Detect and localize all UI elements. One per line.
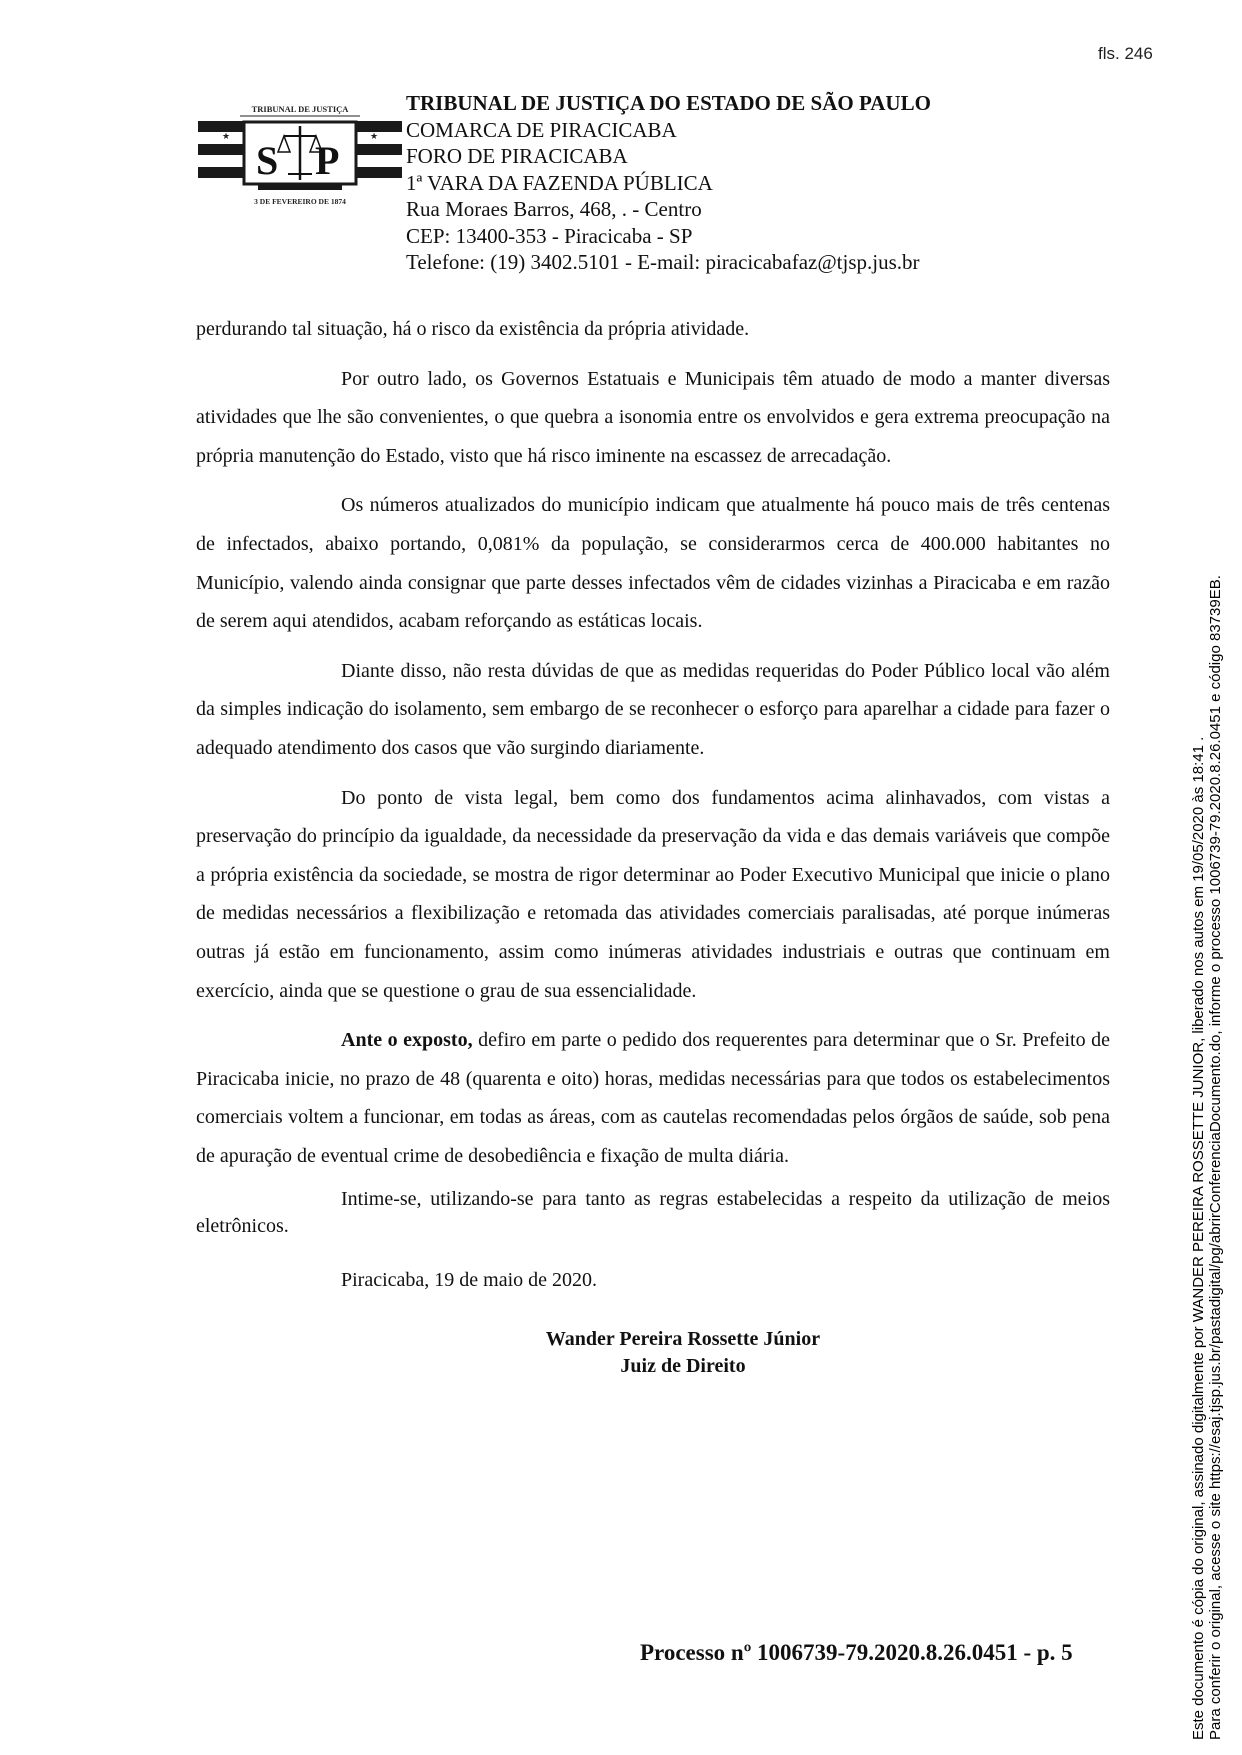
logo-letter-right: P	[315, 138, 340, 183]
page-number: fls. 246	[1098, 44, 1153, 63]
signer-name: Wander Pereira Rossette Júnior	[545, 1328, 821, 1351]
stamp-line-1: Este documento é cópia do original, assinado digitalmente por WANDER PEREIRA ROSSETTE JUNIOR, liberado nos autos em 19/05/2020 às 18:41 .	[1190, 736, 1207, 1740]
logo-text-bottom: 3 DE FEVEREIRO DE 1874	[254, 197, 346, 206]
court-name: TRIBUNAL DE JUSTIÇA DO ESTADO DE SÃO PAULO	[406, 91, 931, 115]
paragraph-intimation: Intime-se, utilizando-se para tanto as regras estabelecidas a respeito da utilização de meios eletrônicos.	[196, 1188, 1110, 1237]
vara: 1ª VARA DA FAZENDA PÚBLICA	[406, 170, 713, 195]
digital-signature-stamp	[1190, 575, 1224, 1740]
svg-text:★: ★	[222, 131, 231, 141]
paragraph-3: Diante disso, não resta dúvidas de que as medidas requeridas do Poder Público local vão além da simples indicação do isolamento, sem embargo de se reconhecer o esforço para aparelhar a cidade para fazer o adequado atendimento dos casos que vão surgindo diariamente.	[196, 659, 1110, 759]
document-body	[196, 310, 1110, 1379]
svg-text:★: ★	[370, 131, 379, 141]
ruling-lead: Ante o exposto,	[341, 1029, 473, 1052]
contact: Telefone: (19) 3402.5101 - E-mail: piracicabafaz@tjsp.jus.br	[406, 250, 920, 274]
paragraph-4: Do ponto de vista legal, bem como dos fundamentos acima alinhavados, com vistas a preservação do princípio da igualdade, da necessidade da preservação da vida e das demais variáveis que compõe a própria existência da sociedade, se mostra de rigor determinar ao Poder Executivo Municipal que inicie o plano de medidas necessários a flexibilização e retomada das atividades comerciais paralisadas, até porque inúmeras outras já estão em funcionamento, assim como inúmeras atividades industriais e outras que continuam em exercício, ainda que se questione o grau de sua essencialidade.	[196, 786, 1110, 1002]
paragraph-2: Os números atualizados do município indicam que atualmente há pouco mais de três centenas de infectados, abaixo portando, 0,081% da população, se considerarmos cerca de 400.000 habitantes no Município, valendo ainda consignar que parte desses infectados vêm de cidades vizinhas a Piracicaba e em razão de serem aqui atendidos, acabam reforçando as estáticas locais.	[196, 494, 1110, 633]
foro: FORO DE PIRACICABA	[406, 144, 628, 168]
tjsp-seal-logo	[198, 76, 402, 222]
logo-letter-left: S	[256, 138, 279, 183]
paragraph-0: perdurando tal situação, há o risco da existência da própria atividade.	[196, 318, 750, 340]
comarca: COMARCA DE PIRACICABA	[406, 117, 677, 142]
process-footer: Processo nº 1006739-79.2020.8.26.0451 - p. 5	[640, 1640, 1073, 1665]
document-header	[406, 90, 931, 276]
document-date: Piracicaba, 19 de maio de 2020.	[341, 1269, 598, 1292]
signer-title: Juiz de Direito	[620, 1354, 746, 1377]
address: Rua Moraes Barros, 468, . - Centro	[406, 197, 702, 221]
logo-text-top: TRIBUNAL DE JUSTIÇA	[251, 104, 349, 114]
signature-block	[196, 1326, 1110, 1379]
stamp-line-2: Para conferir o original, acesse o site https://esaj.tjsp.jus.br/pastadigital/pg/abrirConferenciaDocumento.do, informe o processo 1006739-79.2020.8.26.0451 e código 83739EB.	[1207, 575, 1224, 1740]
ruling-text: defiro em parte o pedido dos requerentes para determinar que o Sr. Prefeito de Piracicaba inicie, no prazo de 48 (quarenta e oito) horas, medidas necessárias para que todos os estabelecimentos comerciais voltem a funcionar, em todas as áreas, com as cautelas recomendadas pelos órgãos de saúde, sob pena de apuração de eventual crime de desobediência e fixação de multa diária.	[196, 1029, 1110, 1167]
paragraph-ruling	[196, 1021, 1110, 1175]
paragraph-1: Por outro lado, os Governos Estatuais e Municipais têm atuado de modo a manter diversas atividades que lhe são convenientes, o que quebra a isonomia entre os envolvidos e gera extrema preocupação na própria manutenção do Estado, visto que há risco iminente na escassez de arrecadação.	[196, 367, 1110, 467]
cep: CEP: 13400-353 - Piracicaba - SP	[406, 223, 693, 248]
